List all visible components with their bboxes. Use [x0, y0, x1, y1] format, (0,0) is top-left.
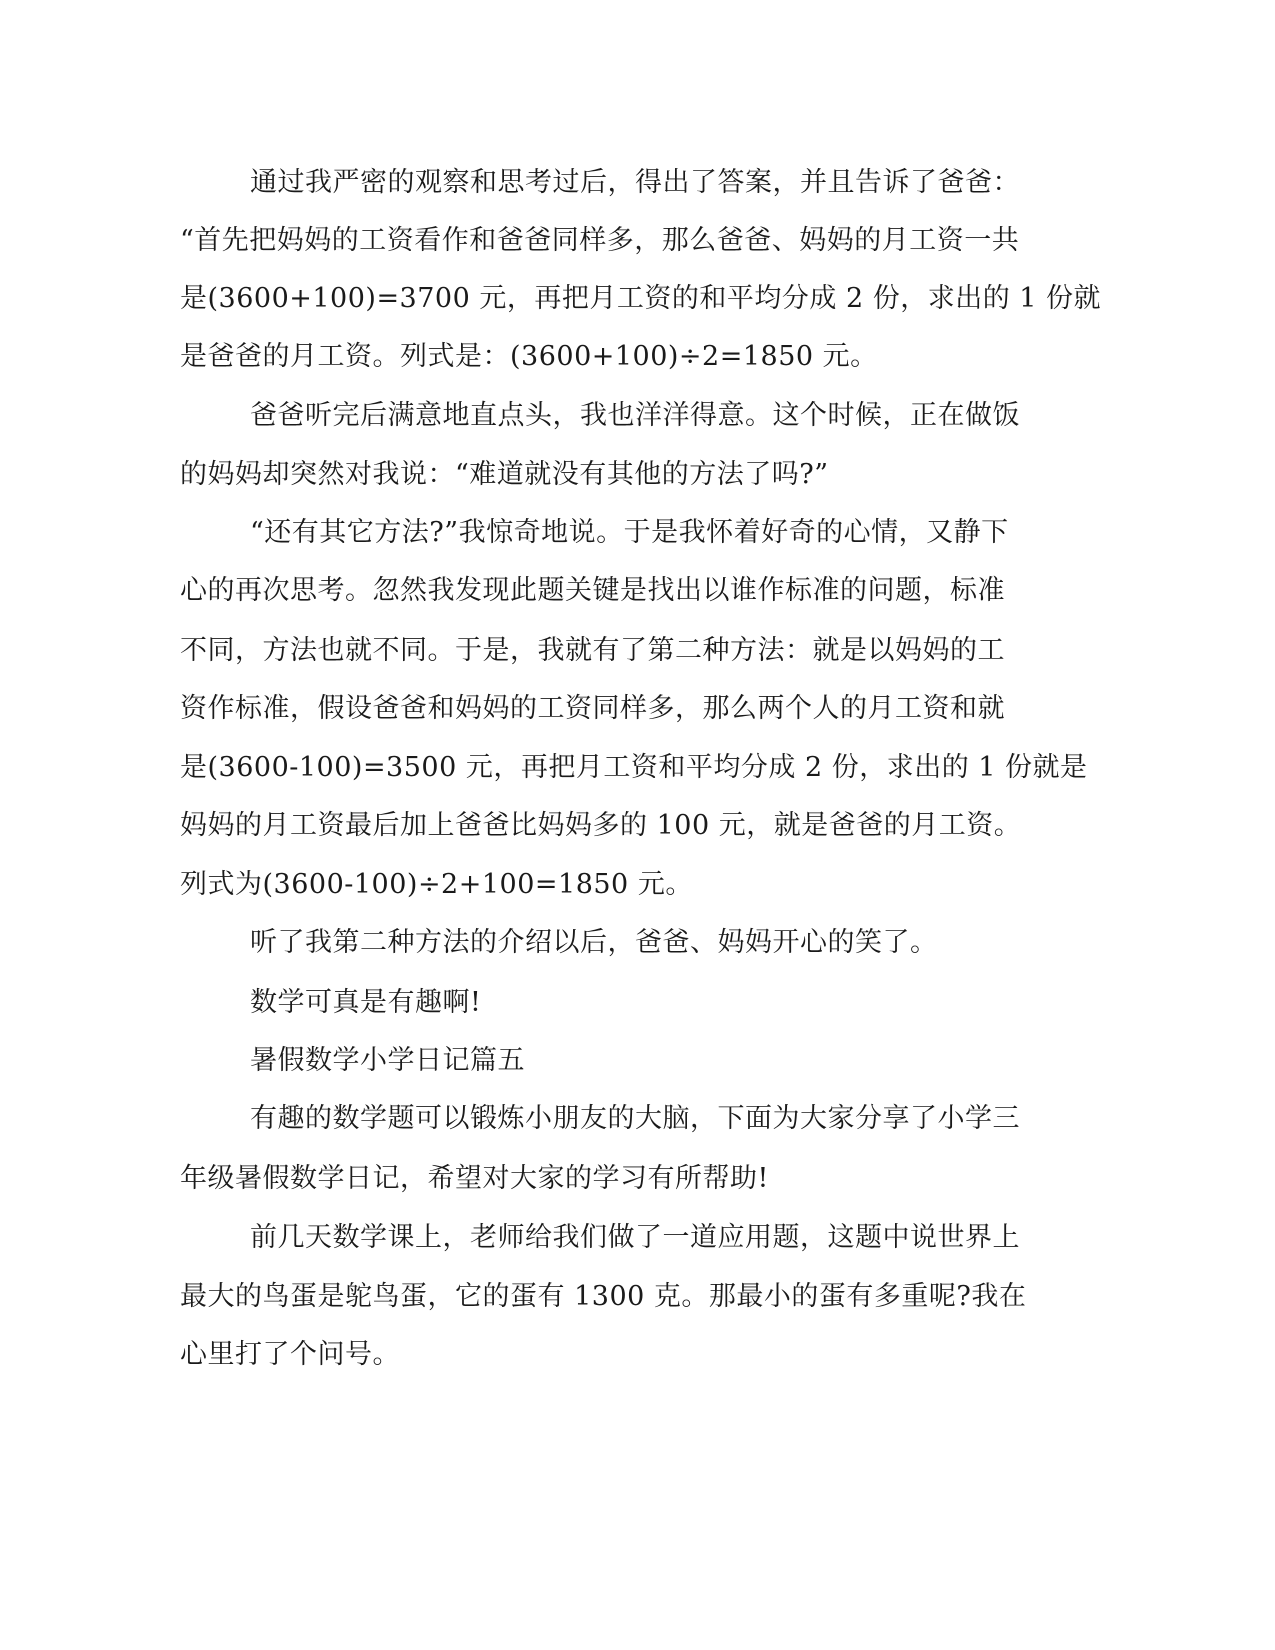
text-line: 爸爸听完后满意地直点头，我也洋洋得意。这个时候，正在做饭	[250, 400, 1020, 431]
text-line: 心的再次思考。忽然我发现此题关键是找出以谁作标准的问题，标准	[180, 575, 1005, 606]
text-line: 列式为(3600-100)÷2+100=1850 元。	[180, 869, 693, 900]
text-line: 前几天数学课上，老师给我们做了一道应用题，这题中说世界上	[250, 1222, 1020, 1253]
text-line: 年级暑假数学日记，希望对大家的学习有所帮助!	[180, 1163, 769, 1194]
text-line: 的妈妈却突然对我说：“难道就没有其他的方法了吗?”	[180, 459, 829, 490]
section-heading: 暑假数学小学日记篇五	[250, 1045, 525, 1076]
text-line: 心里打了个问号。	[180, 1339, 400, 1370]
text-line: 是(3600-100)=3500 元，再把月工资和平均分成 2 份，求出的 1 份就是	[180, 752, 1088, 783]
text-line: 听了我第二种方法的介绍以后，爸爸、妈妈开心的笑了。	[250, 927, 938, 958]
text-line: 最大的鸟蛋是鸵鸟蛋，它的蛋有 1300 克。那最小的蛋有多重呢?我在	[180, 1281, 1027, 1312]
text-line: 资作标准，假设爸爸和妈妈的工资同样多，那么两个人的月工资和就	[180, 693, 1005, 724]
text-line: 是(3600+100)=3700 元，再把月工资的和平均分成 2 份，求出的 1 份就	[180, 283, 1102, 314]
text-line: 数学可真是有趣啊!	[250, 987, 482, 1018]
text-line: 不同，方法也就不同。于是，我就有了第二种方法：就是以妈妈的工	[180, 635, 1005, 666]
text-line: “还有其它方法?”我惊奇地说。于是我怀着好奇的心情，又静下	[250, 517, 1009, 548]
text-line: 妈妈的月工资最后加上爸爸比妈妈多的 100 元，就是爸爸的月工资。	[180, 810, 1022, 841]
text-line: 有趣的数学题可以锻炼小朋友的大脑，下面为大家分享了小学三	[250, 1103, 1020, 1134]
text-line: 是爸爸的月工资。列式是：(3600+100)÷2=1850 元。	[180, 341, 878, 372]
text-line: “首先把妈妈的工资看作和爸爸同样多，那么爸爸、妈妈的月工资一共	[180, 225, 1020, 256]
text-line: 通过我严密的观察和思考过后，得出了答案，并且告诉了爸爸：	[250, 167, 1020, 198]
